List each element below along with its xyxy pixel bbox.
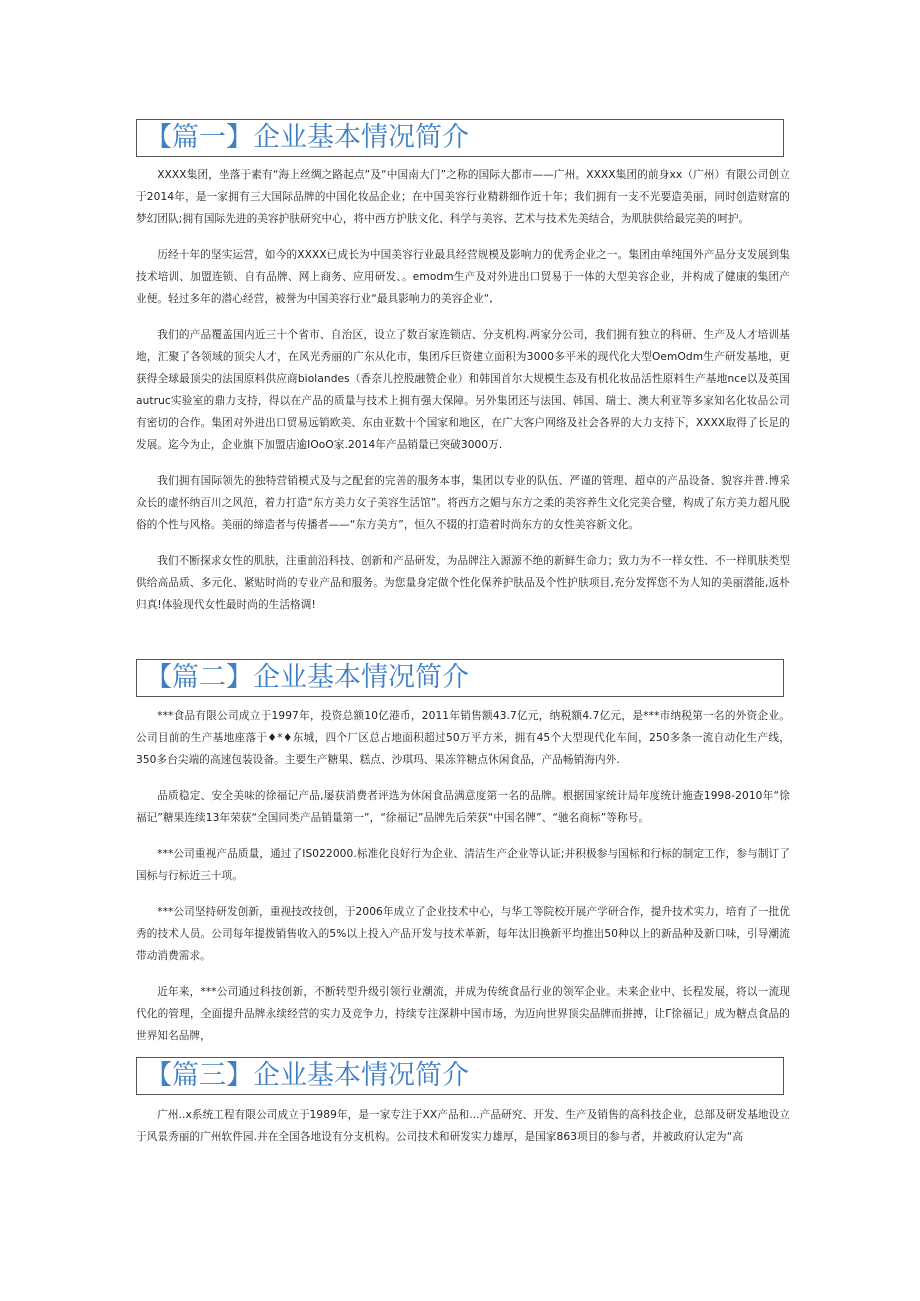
section-2-paragraph-4: ***公司坚持研发创新，重视技改技创，于2006年成立了企业技术中心，与华工等院校开展产学研合作，提升技术实力，培育了一批优秀的技术人员。公司每年提拨销售收入的5%以上投入产品开发与技术革新，每年汰旧换新平均推出50种以上的新品种及新口味，引导潮流带动消费需求。	[136, 906, 790, 962]
section-3-paragraph-1: 广州..x系统工程有限公司成立于1989年，是一家专注于XX产品和...产品研究、开发、生产及销售的高科技企业，总部及研发基地设立于风景秀丽的广州软件园.并在全国各地设有分支机构。公司技术和研发实力雄厚，是国家863项目的参与者，并被政府认定为“高	[136, 1109, 790, 1143]
section-1-paragraph-5: 我们不断探求女性的肌肤，注重前沿科技、创新和产品研发，为品牌注入源源不绝的新鲜生命力；致力为不一样女性、不一样肌肤类型供给高品质、多元化、紧贴时尚的专业产品和服务。为您量身定做个性化保养护肤品及个性护肤项目,充分发挥您不为人知的美丽潜能,返朴归真!体验现代女性最时尚的生活格调!	[136, 555, 790, 611]
section-1-paragraph-4: 我们拥有国际领先的独特营销模式及与之配套的完善的服务本事，集团以专业的队伍、严谨的管理、超卓的产品设备、貌容并普.博采众长的虚怀纳百川之风范，着力打造“东方美力女子美容生活馆”。将西方之媚与东方之柔的美容养生文化完美合璧，构成了东方美力超凡脱俗的个性与风格。美丽的缔造者与传播者——“东方美方”，恒久不辍的打造着时尚东方的女性美容新文化。	[136, 475, 790, 531]
section-2-paragraph-2: 品质稳定、安全美味的徐福记产品,屡获消费者评选为休闲食品满意度第一名的品牌。根据国家统计局年度统计施查1998-2010年“徐福记”糖果连续13年荣获“全国同类产品销量第一”，“徐福记”品牌先后荣获“中国名牌”、“驰名商标”等称号。	[136, 790, 790, 824]
section-3-body	[136, 1104, 790, 1162]
section-2-paragraph-3: ***公司重视产品质量，通过了IS022000.标准化良好行为企业、清洁生产企业等认证;并积极参与国标和行标的制定工作，参与制订了国标与行标近三十项。	[136, 848, 790, 882]
section-1-paragraph-2: 历经十年的坚实运营，如今的XXXX已成长为中国美容行业最具经营规模及影响力的优秀企业之一。集团由单纯国外产品分支发展到集技术培训、加盟连锁、自有品牌、网上商务、应用研发、。emodm生产及对外进出口贸易于一体的大型美容企业，并构成了健康的集团产业便。轻过多年的潜心经营，被誉为中国美容行业“最具影响力的美容企业“,	[136, 249, 790, 305]
section-2-body	[136, 705, 790, 1061]
section-2-title: 【篇二】企业基本情况简介	[136, 659, 784, 697]
section-1-paragraph-1: XXXX集团，坐落于素有“海上丝绸之路起点”及“中国南大门”之称的国际大都市——广州。XXXX集团的前身xx（广州）有限公司创立于2014年，是一家拥有三大国际品牌的中国化妆品企业；在中国美容行业精耕细作近十年；我们拥有一支不光要造美丽，同时创造财富的梦幻团队;拥有国际先进的美容护肤研究中心，将中西方护肤文化、科学与美容、艺术与技术先美结合，为肌肤供给最完美的呵护。	[136, 169, 790, 225]
section-1-title: 【篇一】企业基本情况简介	[136, 119, 784, 157]
section-2-paragraph-5: 近年来，***公司通过科技创新，不断转型升级引领行业潮流，并成为传统食品行业的领军企业。未来企业中、长程发展，将以一流现代化的管理，全面提升品牌永续经营的实力及竞争力，持续专注深耕中国市场，为迈向世界顶尖品牌而拼搏，让Γ徐福记」成为糖点食品的世界知名品牌，	[136, 986, 790, 1042]
section-1-paragraph-3: 我们的产品覆盖国内近三十个省市、自治区，设立了数百家连锁店、分支机构.两家分公司，我们拥有独立的科研、生产及人才培训基地，汇聚了各领域的顶尖人才，在风光秀丽的广东从化市，集团斥巨资建立面积为3000多平米的现代化大型OemOdm生产研发基地，更获得全球最顶尖的法国原料供应商biolandes（香奈儿控股融赞企业）和韩国首尔大规模生态及有机化妆品活性原料生产基地nce以及英国autruc实验室的鼎力支持，得以在产品的质量与技术上拥有强大保障。另外集团还与法国、韩国、瑞士、澳大利亚等多家知名化妆品公司有密切的合作。集团对外进出口贸易远销欧美、东由亚数十个国家和地区，在广大客户网络及社会各界的大力支持下，XXXX取得了长足的发展。迄今为止，企业旗下加盟店逾IOoO家.2014年产品销量已突破3000万.	[136, 329, 790, 451]
section-3-title: 【篇三】企业基本情况简介	[136, 1057, 784, 1095]
section-1-body	[136, 164, 790, 630]
section-2-paragraph-1: ***食品有限公司成立于1997年，投资总额10亿港币，2011年销售额43.7亿元，纳税额4.7亿元，是***市纳税第一名的外资企业。公司目前的生产基地座落于♦*♦东城，四个厂区总占地面积超过50万平方米，拥有45个大型现代化车间，250多条一流自动化生产线，350多台尖端的高速包装设备。主要生产糖果、糕点、沙琪玛、果冻笄糖点休闲食品，产品畅销海内外.	[136, 710, 790, 766]
